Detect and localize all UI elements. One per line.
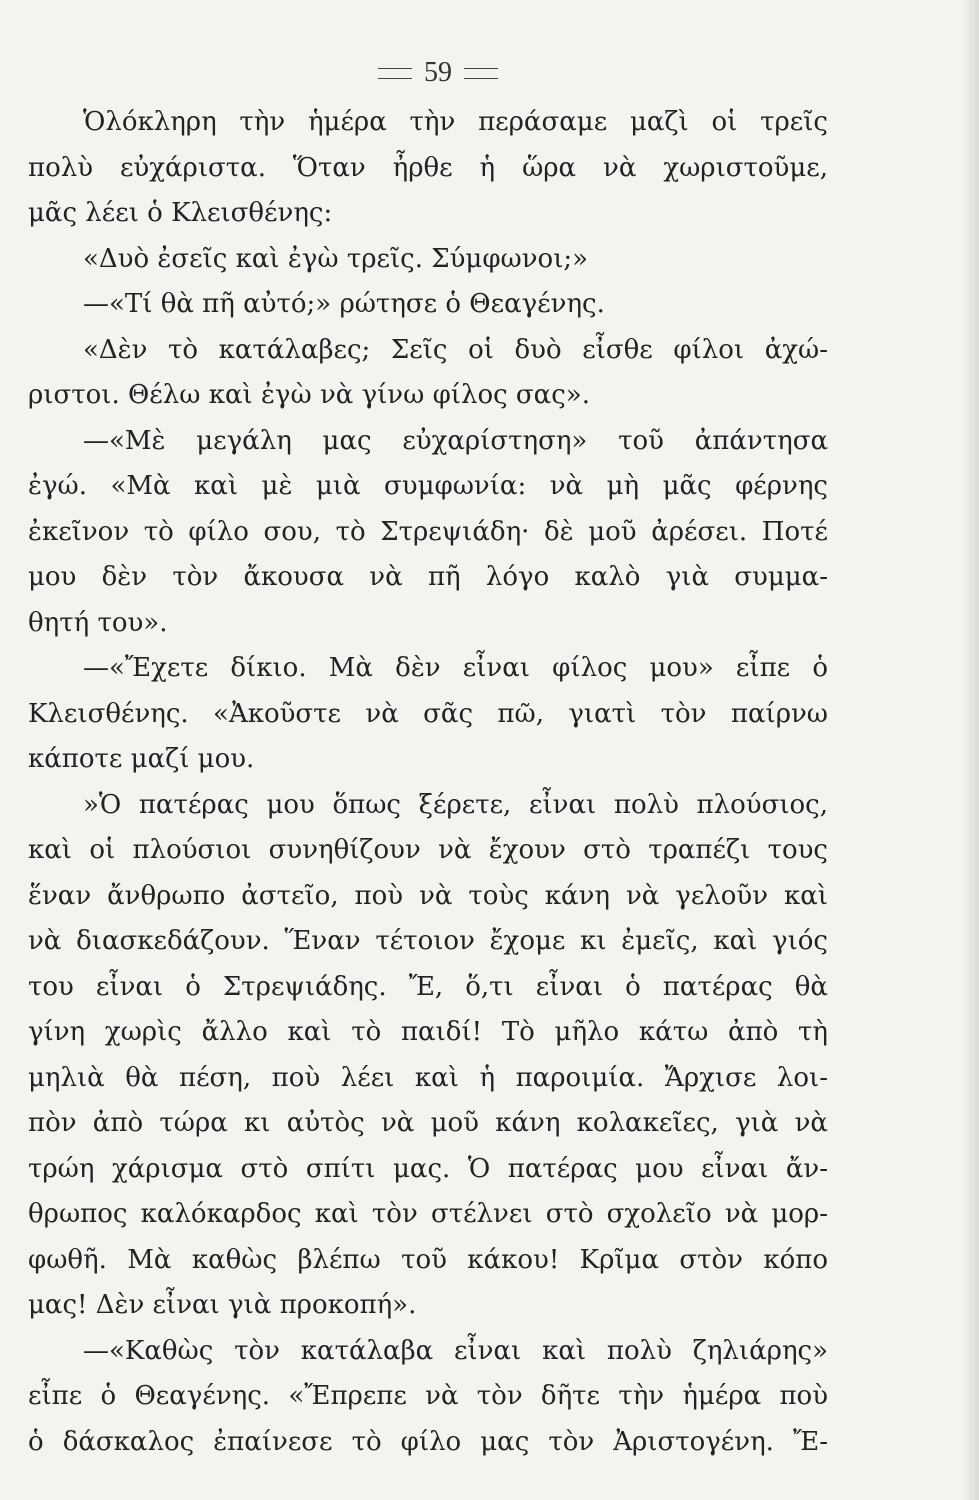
text-line: πὸν ἀπὸ τώρα κι αὐτὸς νὰ μοῦ κάνη κολακεῖες, γιὰ νὰ bbox=[28, 1108, 828, 1138]
text-line: Ὁλόκληρη τὴν ἡμέρα τὴν περάσαμε μαζὶ οἱ τρεῖς bbox=[83, 107, 828, 137]
text-line: Κλεισθένης. «Ἀκοῦστε νὰ σᾶς πῶ, γιατὶ τὸν παίρνω bbox=[28, 698, 828, 729]
text-line: μου δὲν τὸν ἄκουσα νὰ πῆ λόγο καλὸ γιὰ συμμα- bbox=[28, 562, 828, 592]
text-line: εἶπε ὁ Θεαγένης. «Ἔπρεπε νὰ τὸν δῆτε τὴν ἡμέρα ποὺ bbox=[28, 1381, 828, 1411]
text-line: «Δυὸ ἐσεῖς καὶ ἐγὼ τρεῖς. Σύμφωνοι;» bbox=[83, 243, 589, 274]
text-line: του εἶναι ὁ Στρεψιάδης. Ἔ, ὅ,τι εἶναι ὁ πατέρας θὰ bbox=[28, 971, 828, 1002]
text-line: μηλιὰ θὰ πέση, ποὺ λέει καὶ ἡ παροιμία. Ἄρχισε λοι- bbox=[28, 1062, 828, 1093]
text-line: «Δὲν τὸ κατάλαβες; Σεῖς οἱ δυὸ εἶσθε φίλοι ἀχώ- bbox=[83, 334, 828, 365]
text-line: μᾶς λέει ὁ Κλεισθένης: bbox=[28, 198, 333, 228]
text-line: ριστοι. Θέλω καὶ ἐγὼ νὰ γίνω φίλος σας». bbox=[28, 380, 590, 410]
text-line: τρώη χάρισμα στὸ σπίτι μας. Ὁ πατέρας μου εἶναι ἄν- bbox=[28, 1153, 828, 1184]
text-line: φωθῆ. Μὰ καθὼς βλέπω τοῦ κάκου! Κρῖμα στὸν κόπο bbox=[28, 1244, 828, 1275]
page-header bbox=[48, 46, 828, 100]
text-line: —«Τί θὰ πῆ αὐτό;» ρώτησε ὁ Θεαγένης. bbox=[83, 289, 605, 319]
text-line: ἐγώ. «Μὰ καὶ μὲ μιὰ συμφωνία: νὰ μὴ μᾶς φέρνης bbox=[28, 471, 828, 501]
header-rule-right bbox=[464, 68, 498, 79]
text-line: κάποτε μαζί μου. bbox=[28, 744, 255, 774]
text-line: —«Καθὼς τὸν κατάλαβα εἶναι καὶ πολὺ ζηλιάρης» bbox=[83, 1335, 828, 1366]
text-line: καὶ οἱ πλούσιοι συνηθίζουν νὰ ἔχουν στὸ τραπέζι τους bbox=[28, 835, 828, 865]
text-line: νὰ διασκεδάζουν. Ἕναν τέτοιον ἔχομε κι ἐμεῖς, καὶ γιός bbox=[28, 926, 828, 956]
text-line: ὁ δάσκαλος ἐπαίνεσε τὸ φίλο μας τὸν Ἀριστογένη. Ἔ- bbox=[28, 1426, 828, 1457]
page-number: 59 bbox=[424, 57, 452, 89]
header-rule-left bbox=[378, 68, 412, 79]
page-text bbox=[28, 46, 828, 1465]
text-line: μας! Δὲν εἶναι γιὰ προκοπή». bbox=[28, 1290, 417, 1320]
text-lines bbox=[28, 100, 828, 1465]
text-line: ἕναν ἄνθρωπο ἀστεῖο, ποὺ νὰ τοὺς κάνη νὰ γελοῦν καὶ bbox=[28, 880, 828, 911]
page-edge-shadow bbox=[961, 0, 979, 1500]
text-line: —«Μὲ μεγάλη μας εὐχαρίστηση» τοῦ ἀπάντησα bbox=[83, 425, 828, 456]
text-line: ἐκεῖνον τὸ φίλο σου, τὸ Στρεψιάδη· δὲ μοῦ ἀρέσει. Ποτέ bbox=[28, 516, 828, 547]
text-line: »Ὁ πατέρας μου ὅπως ξέρετε, εἶναι πολὺ πλούσιος, bbox=[83, 789, 828, 820]
text-line: πολὺ εὐχάριστα. Ὅταν ἦρθε ἡ ὥρα νὰ χωριστοῦμε, bbox=[28, 152, 828, 183]
text-line: —«Ἔχετε δίκιο. Μὰ δὲν εἶναι φίλος μου» εἶπε ὁ bbox=[83, 653, 828, 683]
text-line: θητή του». bbox=[28, 607, 168, 638]
text-line: θρωπος καλόκαρδος καὶ τὸν στέλνει στὸ σχολεῖο νὰ μορ- bbox=[28, 1199, 828, 1229]
text-line: γίνη χωρὶς ἄλλο καὶ τὸ παιδί! Τὸ μῆλο κάτω ἀπὸ τὴ bbox=[28, 1017, 828, 1047]
